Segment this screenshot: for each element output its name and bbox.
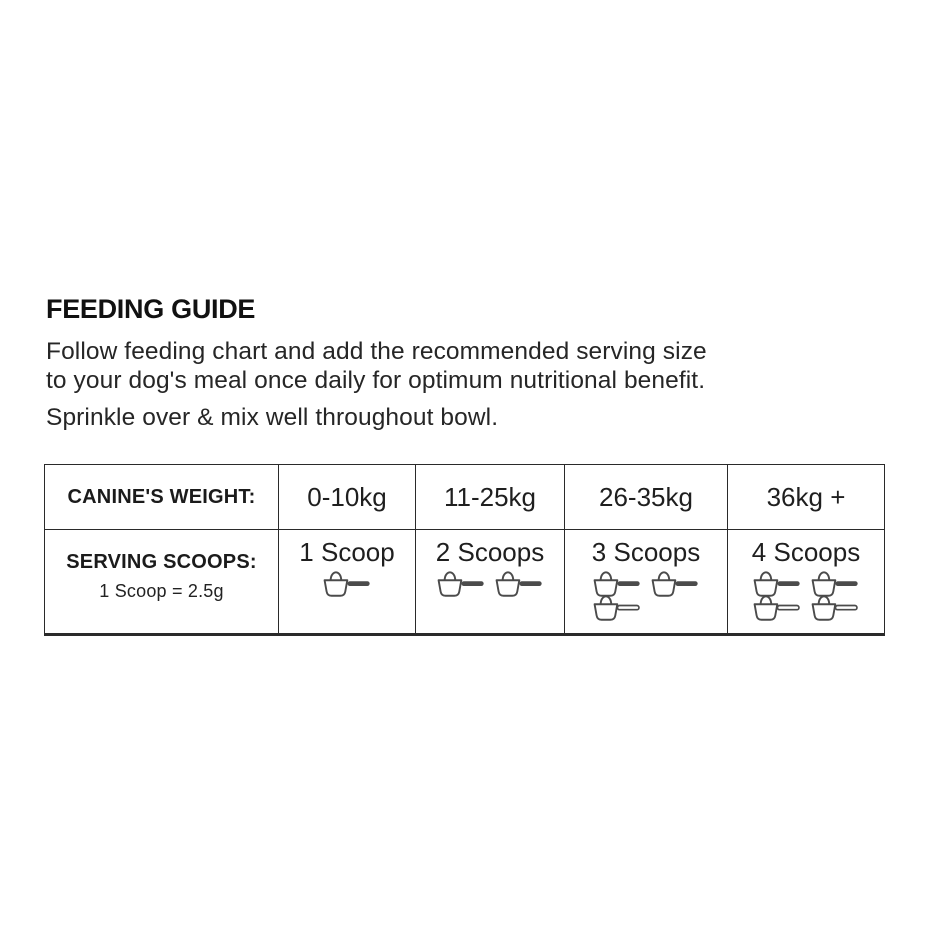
weight-cell-0 (279, 465, 416, 530)
serving-cell-2 (565, 530, 728, 633)
weight-value: 0-10kg (307, 481, 387, 512)
measuring-scoop-icon (323, 571, 372, 597)
scoop-icon-group (437, 571, 544, 597)
serving-label: 4 Scoops (751, 537, 861, 567)
measuring-scoop-icon (811, 595, 860, 621)
scoop-icon-group (593, 571, 700, 621)
measuring-scoop-icon (651, 571, 700, 597)
serving-label: 3 Scoops (591, 537, 701, 567)
scoop-icon-group (323, 571, 372, 597)
weight-value: 26-35kg (599, 481, 693, 512)
measuring-scoop-icon (593, 595, 642, 621)
page-title: FEEDING GUIDE (46, 294, 256, 324)
weight-value: 36kg + (766, 481, 846, 512)
serving-cell-3 (728, 530, 884, 633)
serving-cell-0 (279, 530, 416, 633)
measuring-scoop-icon (753, 595, 802, 621)
measuring-scoop-icon (753, 571, 802, 597)
intro-line-1: Follow feeding chart and add the recommended serving size (46, 338, 707, 365)
intro-line-2: to your dog's meal once daily for optimum nutritional benefit. (46, 367, 706, 394)
weight-row-label: CANINE'S WEIGHT: (67, 485, 256, 508)
note-paragraph: Sprinkle over & mix well throughout bowl. (46, 404, 499, 431)
scoop-weight-note: 1 Scoop = 2.5g (99, 581, 224, 601)
intro-paragraph (46, 337, 707, 395)
weight-cell-2 (565, 465, 728, 530)
weight-cell-1 (416, 465, 565, 530)
measuring-scoop-icon (495, 571, 544, 597)
measuring-scoop-icon (437, 571, 486, 597)
weight-row-label-cell (45, 465, 279, 530)
measuring-scoop-icon (811, 571, 860, 597)
scoops-row-label-cell (45, 530, 279, 633)
serving-label: 1 Scoop (299, 537, 395, 567)
feeding-table (44, 464, 885, 636)
serving-label: 2 Scoops (435, 537, 545, 567)
weight-value: 11-25kg (443, 481, 537, 512)
scoops-row-label: SERVING SCOOPS: (66, 551, 257, 573)
measuring-scoop-icon (593, 571, 642, 597)
weight-cell-3 (728, 465, 884, 530)
scoop-icon-group (753, 571, 860, 621)
serving-cell-1 (416, 530, 565, 633)
